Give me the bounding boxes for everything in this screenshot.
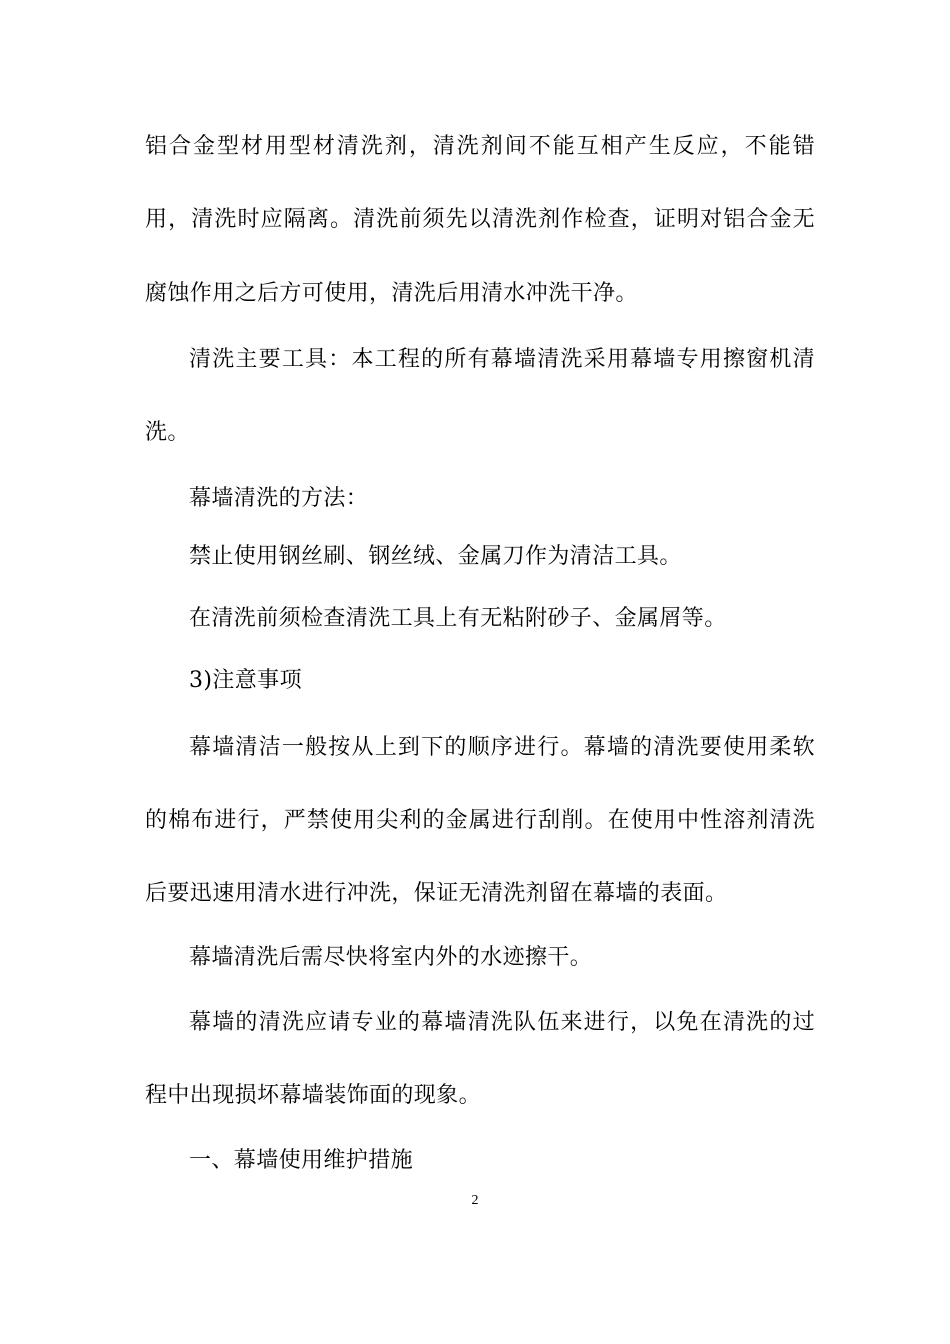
paragraph-line: 用，清洗时应隔离。清洗前须先以清洗剂作检查，证明对铝合金无 — [145, 207, 815, 232]
paragraph-line: 幕墙的清洗应请专业的幕墙清洗队伍来进行，以免在清洗的过 — [189, 1010, 815, 1035]
paragraph-line: 后要迅速用清水进行冲洗，保证无清洗剂留在幕墙的表面。 — [145, 881, 728, 906]
paragraph-line: 幕墙清洁一般按从上到下的顺序进行。幕墙的清洗要使用柔软 — [189, 735, 815, 760]
paragraph-line: 幕墙清洗后需尽快将室内外的水迹擦干。 — [189, 945, 593, 970]
paragraph-line: 洗。 — [145, 420, 190, 445]
paragraph-line: 程中出现损坏幕墙装饰面的现象。 — [145, 1083, 482, 1108]
section-heading: 一、幕墙使用维护措施 — [189, 1148, 414, 1173]
paragraph-line: 铝合金型材用型材清洗剂，清洗剂间不能互相产生反应，不能错 — [145, 134, 815, 159]
paragraph-line: 的棉布进行，严禁使用尖利的金属进行刮削。在使用中性溶剂清洗 — [145, 808, 815, 833]
paragraph-line: 在清洗前须检查清洗工具上有无粘附砂子、金属屑等。 — [189, 606, 727, 631]
section-heading: 幕墙清洗的方法： — [189, 486, 369, 511]
paragraph-line: 禁止使用钢丝刷、钢丝绒、金属刀作为清洁工具。 — [189, 544, 682, 569]
page-number: 2 — [471, 1193, 479, 1208]
paragraph-line: 腐蚀作用之后方可使用，清洗后用清水冲洗干净。 — [145, 281, 638, 306]
paragraph-line: 清洗主要工具：本工程的所有幕墙清洗采用幕墙专用擦窗机清 — [189, 347, 815, 372]
section-heading: 3)注意事项 — [189, 668, 302, 693]
